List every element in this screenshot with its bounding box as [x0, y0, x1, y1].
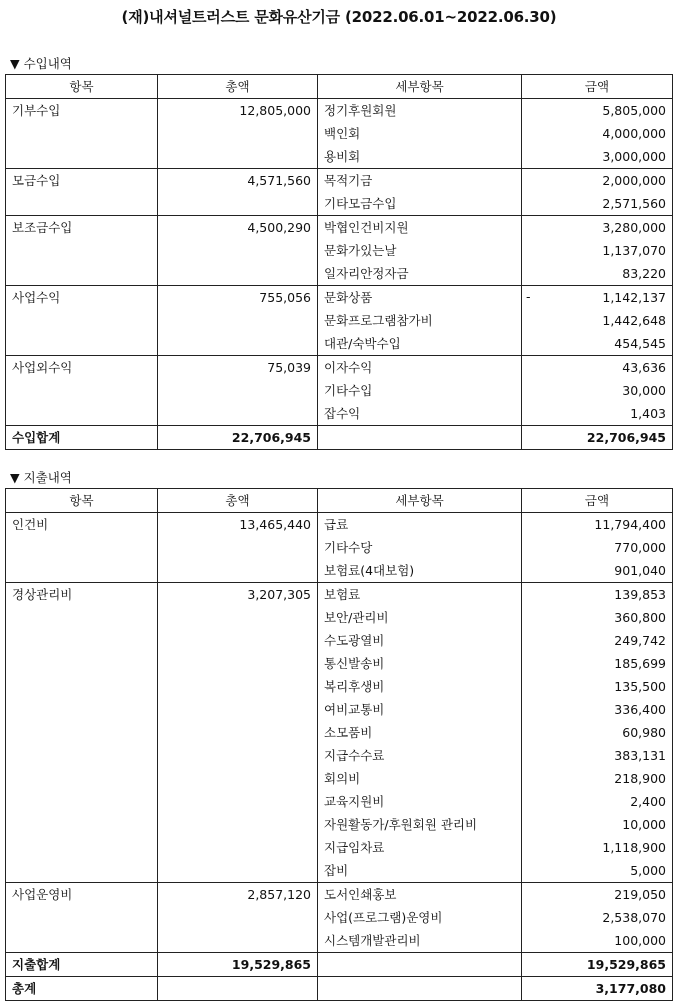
category-cell	[6, 309, 158, 332]
total-cell: 13,465,440	[158, 513, 318, 537]
amount-cell	[522, 513, 673, 537]
amount-cell	[522, 790, 673, 813]
table-row	[6, 652, 673, 675]
category-cell	[6, 122, 158, 145]
total-cell	[158, 262, 318, 286]
table-row	[6, 583, 673, 607]
detail-cell: 보험료(4대보험)	[318, 559, 522, 583]
amount-value: 1,118,900	[602, 839, 666, 855]
detail-cell: 지급임차료	[318, 836, 522, 859]
category-cell	[6, 698, 158, 721]
amount-value: 219,050	[614, 886, 666, 902]
summary-total: 19,529,865	[158, 953, 318, 977]
category-cell: 경상관리비	[6, 583, 158, 607]
amount-value: 4,000,000	[602, 125, 666, 141]
amount-cell	[522, 536, 673, 559]
header-amount: 금액	[522, 75, 673, 99]
category-cell	[6, 402, 158, 426]
total-cell	[158, 859, 318, 883]
detail-cell: 사업(프로그램)운영비	[318, 906, 522, 929]
total-cell: 2,857,120	[158, 883, 318, 907]
summary-label: 총계	[6, 977, 158, 1001]
amount-value: 100,000	[614, 932, 666, 948]
table-row	[6, 744, 673, 767]
header-detail: 세부항목	[318, 489, 522, 513]
detail-cell: 복리후생비	[318, 675, 522, 698]
category-cell	[6, 536, 158, 559]
detail-cell: 잡비	[318, 859, 522, 883]
summary-empty	[318, 426, 522, 450]
amount-cell	[522, 192, 673, 216]
total-cell: 755,056	[158, 286, 318, 310]
total-cell: 75,039	[158, 356, 318, 380]
table-row	[6, 99, 673, 123]
header-detail: 세부항목	[318, 75, 522, 99]
total-cell	[158, 332, 318, 356]
amount-cell	[522, 169, 673, 193]
category-cell	[6, 859, 158, 883]
table-header-row	[6, 75, 673, 99]
table-row	[6, 332, 673, 356]
category-cell	[6, 675, 158, 698]
table-row	[6, 559, 673, 583]
table-row	[6, 536, 673, 559]
amount-value: 1,142,137	[602, 289, 666, 305]
amount-cell	[522, 309, 673, 332]
amount-value: 83,220	[622, 265, 666, 281]
amount-cell	[522, 721, 673, 744]
header-category: 항목	[6, 75, 158, 99]
category-cell	[6, 813, 158, 836]
category-cell: 기부수입	[6, 99, 158, 123]
category-cell: 모금수입	[6, 169, 158, 193]
table-row	[6, 859, 673, 883]
amount-value: 60,980	[622, 724, 666, 740]
amount-value: 2,000,000	[602, 172, 666, 188]
amount-value: 770,000	[614, 539, 666, 555]
table-row	[6, 790, 673, 813]
table-row	[6, 286, 673, 310]
amount-cell	[522, 929, 673, 953]
amount-cell	[522, 675, 673, 698]
amount-cell	[522, 216, 673, 240]
detail-cell: 문화가있는날	[318, 239, 522, 262]
category-cell	[6, 332, 158, 356]
detail-cell: 기타모금수입	[318, 192, 522, 216]
total-cell: 12,805,000	[158, 99, 318, 123]
total-cell	[158, 721, 318, 744]
table-row	[6, 929, 673, 953]
amount-cell	[522, 652, 673, 675]
amount-value: 43,636	[622, 359, 666, 375]
header-category: 항목	[6, 489, 158, 513]
table-row	[6, 883, 673, 907]
income-body	[6, 99, 673, 450]
total-cell: 3,207,305	[158, 583, 318, 607]
amount-value: 5,000	[630, 862, 666, 878]
income-section-label: ▼ 수입내역	[10, 56, 72, 71]
detail-cell: 박협인건비지원	[318, 216, 522, 240]
amount-cell	[522, 559, 673, 583]
table-row	[6, 836, 673, 859]
amount-cell	[522, 583, 673, 607]
detail-cell: 용비회	[318, 145, 522, 169]
amount-cell	[522, 99, 673, 123]
detail-cell: 지급수수료	[318, 744, 522, 767]
summary-empty	[318, 953, 522, 977]
total-cell	[158, 536, 318, 559]
amount-cell	[522, 262, 673, 286]
header-amount: 금액	[522, 489, 673, 513]
detail-cell: 소모품비	[318, 721, 522, 744]
detail-cell: 급료	[318, 513, 522, 537]
amount-cell	[522, 883, 673, 907]
expense-body	[6, 513, 673, 1001]
total-cell	[158, 606, 318, 629]
table-row	[6, 698, 673, 721]
summary-amount: 22,706,945	[522, 426, 673, 450]
table-row	[6, 216, 673, 240]
table-row	[6, 629, 673, 652]
page-title: (재)내셔널트러스트 문화유산기금 (2022.06.01~2022.06.30)	[121, 8, 557, 26]
table-row	[6, 262, 673, 286]
table-row	[6, 813, 673, 836]
summary-label: 지출합계	[6, 953, 158, 977]
amount-value: 218,900	[614, 770, 666, 786]
income-table	[5, 74, 673, 450]
detail-cell: 자원활동가/후원회원 관리비	[318, 813, 522, 836]
category-cell: 사업외수익	[6, 356, 158, 380]
summary-amount: 19,529,865	[522, 953, 673, 977]
amount-cell	[522, 122, 673, 145]
total-cell	[158, 790, 318, 813]
summary-total: 22,706,945	[158, 426, 318, 450]
total-cell	[158, 192, 318, 216]
category-cell	[6, 145, 158, 169]
amount-value: 139,853	[614, 586, 666, 602]
detail-cell: 정기후원회원	[318, 99, 522, 123]
amount-cell	[522, 145, 673, 169]
amount-value: 3,280,000	[602, 219, 666, 235]
detail-cell: 수도광열비	[318, 629, 522, 652]
amount-value: 383,131	[614, 747, 666, 763]
amount-value: 185,699	[614, 655, 666, 671]
amount-value: 2,538,070	[602, 909, 666, 925]
summary-label: 수입합계	[6, 426, 158, 450]
category-cell	[6, 929, 158, 953]
total-cell	[158, 652, 318, 675]
detail-cell: 시스템개발관리비	[318, 929, 522, 953]
total-cell	[158, 813, 318, 836]
total-cell	[158, 122, 318, 145]
detail-cell: 대관/숙박수입	[318, 332, 522, 356]
detail-cell: 백인회	[318, 122, 522, 145]
amount-cell	[522, 356, 673, 380]
total-cell: 4,571,560	[158, 169, 318, 193]
grand-total-row	[6, 977, 673, 1001]
amount-cell	[522, 836, 673, 859]
table-row	[6, 192, 673, 216]
amount-cell	[522, 379, 673, 402]
detail-cell: 기타수당	[318, 536, 522, 559]
total-cell	[158, 239, 318, 262]
table-row	[6, 122, 673, 145]
summary-row	[6, 426, 673, 450]
category-cell: 보조금수입	[6, 216, 158, 240]
expense-table	[5, 488, 673, 1001]
amount-cell	[522, 286, 673, 310]
category-cell	[6, 836, 158, 859]
header-total: 총액	[158, 75, 318, 99]
expense-section-label: ▼ 지출내역	[10, 470, 72, 485]
amount-value: 360,800	[614, 609, 666, 625]
detail-cell: 보안/관리비	[318, 606, 522, 629]
table-row	[6, 513, 673, 537]
summary-row	[6, 953, 673, 977]
total-cell	[158, 836, 318, 859]
amount-cell	[522, 239, 673, 262]
table-row	[6, 356, 673, 380]
total-cell	[158, 744, 318, 767]
table-header-row	[6, 489, 673, 513]
detail-cell: 보험료	[318, 583, 522, 607]
amount-value: 135,500	[614, 678, 666, 694]
category-cell	[6, 790, 158, 813]
amount-value: 2,571,560	[602, 195, 666, 211]
summary-empty	[318, 977, 522, 1001]
amount-cell	[522, 767, 673, 790]
total-cell	[158, 559, 318, 583]
detail-cell: 문화프로그램참가비	[318, 309, 522, 332]
detail-cell: 여비교통비	[318, 698, 522, 721]
amount-value: 901,040	[614, 562, 666, 578]
detail-cell: 교육지원비	[318, 790, 522, 813]
amount-value: 3,000,000	[602, 148, 666, 164]
total-cell	[158, 698, 318, 721]
amount-cell	[522, 606, 673, 629]
category-cell	[6, 721, 158, 744]
table-row	[6, 145, 673, 169]
header-total: 총액	[158, 489, 318, 513]
amount-cell	[522, 332, 673, 356]
detail-cell: 도서인쇄홍보	[318, 883, 522, 907]
amount-cell	[522, 906, 673, 929]
amount-cell	[522, 402, 673, 426]
detail-cell: 일자리안정자금	[318, 262, 522, 286]
detail-cell: 잡수익	[318, 402, 522, 426]
category-cell	[6, 652, 158, 675]
total-cell	[158, 145, 318, 169]
amount-cell	[522, 813, 673, 836]
amount-value: 454,545	[614, 335, 666, 351]
amount-cell	[522, 744, 673, 767]
category-cell	[6, 744, 158, 767]
amount-value: 11,794,400	[594, 516, 666, 532]
category-cell	[6, 379, 158, 402]
category-cell	[6, 606, 158, 629]
amount-value: 1,442,648	[602, 312, 666, 328]
table-row	[6, 675, 673, 698]
category-cell	[6, 262, 158, 286]
table-row	[6, 606, 673, 629]
category-cell	[6, 629, 158, 652]
total-cell	[158, 629, 318, 652]
category-cell	[6, 239, 158, 262]
total-cell	[158, 675, 318, 698]
amount-value: 30,000	[622, 382, 666, 398]
table-row	[6, 309, 673, 332]
negative-marker: -	[526, 289, 531, 304]
category-cell: 인건비	[6, 513, 158, 537]
table-row	[6, 906, 673, 929]
category-cell	[6, 559, 158, 583]
amount-cell	[522, 859, 673, 883]
amount-value: 2,400	[630, 793, 666, 809]
category-cell	[6, 767, 158, 790]
total-cell	[158, 906, 318, 929]
table-row	[6, 169, 673, 193]
amount-value: 10,000	[622, 816, 666, 832]
total-cell	[158, 402, 318, 426]
detail-cell: 목적기금	[318, 169, 522, 193]
detail-cell: 통신발송비	[318, 652, 522, 675]
total-cell	[158, 379, 318, 402]
detail-cell: 회의비	[318, 767, 522, 790]
total-cell: 4,500,290	[158, 216, 318, 240]
category-cell: 사업운영비	[6, 883, 158, 907]
amount-value: 336,400	[614, 701, 666, 717]
summary-amount: 3,177,080	[522, 977, 673, 1001]
table-row	[6, 402, 673, 426]
amount-value: 1,403	[630, 405, 666, 421]
category-cell	[6, 192, 158, 216]
table-row	[6, 767, 673, 790]
amount-value: 249,742	[614, 632, 666, 648]
amount-cell	[522, 629, 673, 652]
category-cell: 사업수익	[6, 286, 158, 310]
total-cell	[158, 309, 318, 332]
amount-value: 5,805,000	[602, 102, 666, 118]
table-row	[6, 239, 673, 262]
amount-cell	[522, 698, 673, 721]
total-cell	[158, 929, 318, 953]
amount-value: 1,137,070	[602, 242, 666, 258]
detail-cell: 문화상품	[318, 286, 522, 310]
table-row	[6, 721, 673, 744]
detail-cell: 기타수입	[318, 379, 522, 402]
total-cell	[158, 767, 318, 790]
summary-total	[158, 977, 318, 1001]
table-row	[6, 379, 673, 402]
detail-cell: 이자수익	[318, 356, 522, 380]
category-cell	[6, 906, 158, 929]
